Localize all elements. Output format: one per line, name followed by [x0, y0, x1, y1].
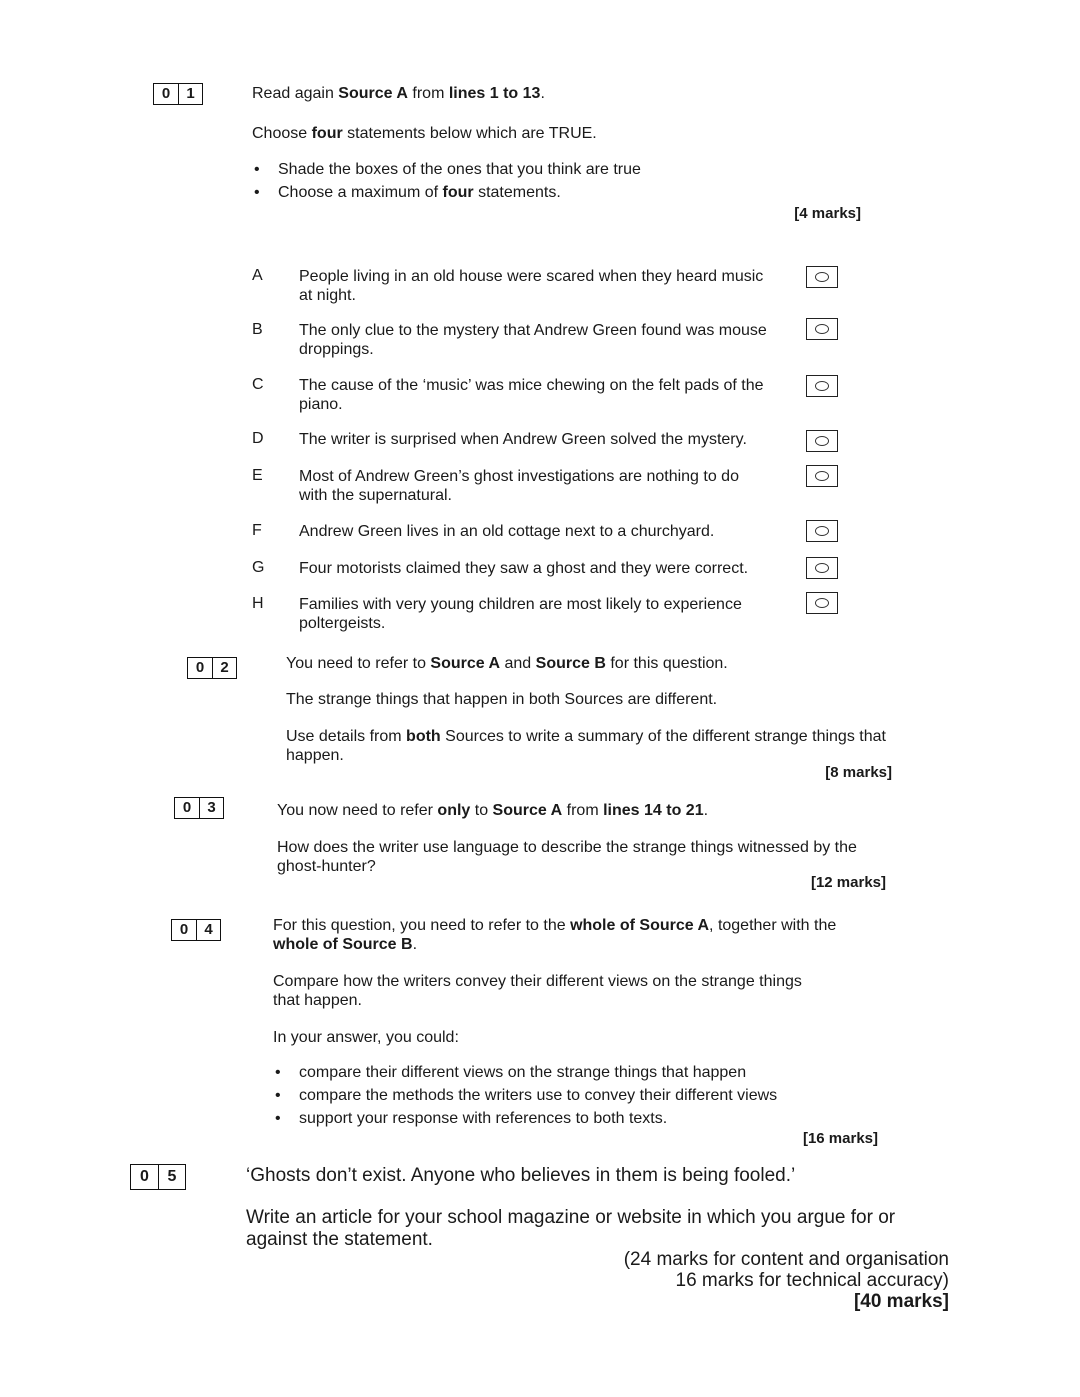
q3-line1 [277, 801, 708, 820]
statement-text: Most of Andrew Green’s ghost investigations are nothing to do with the supernatural. [299, 468, 739, 504]
bold-text: Source A [338, 85, 408, 102]
statement-letter: D [252, 430, 264, 447]
q3-line2: How does the writer use language to describe the strange things witnessed by the ghost-hunter? [277, 839, 857, 875]
q5-quote: ‘Ghosts don’t exist. Anyone who believes in them is being fooled.’ [246, 1165, 796, 1186]
q4-bullet-list [273, 1061, 777, 1130]
text: You now need to refer [277, 802, 438, 819]
answer-box-F[interactable] [806, 520, 838, 542]
question-number-digit: 4 [196, 920, 220, 940]
oval-icon [815, 598, 829, 608]
q5-marks-accuracy: 16 marks for technical accuracy) [675, 1270, 949, 1291]
text: statements below which are TRUE. [342, 125, 597, 142]
text: statements. [473, 184, 561, 201]
q2-line1 [286, 654, 728, 673]
statement-text: Andrew Green lives in an old cottage next to a churchyard. [299, 523, 715, 540]
oval-icon [815, 471, 829, 481]
q1-bullet-list [252, 158, 641, 204]
text: Shade the boxes of the ones that you think are true [278, 161, 641, 178]
bold-text: lines 14 to 21 [603, 802, 704, 819]
list-item [252, 158, 641, 181]
bold-text: both [406, 728, 441, 745]
statement-letter: A [252, 267, 263, 284]
question-number-digit: 0 [179, 921, 189, 938]
text: . [703, 802, 709, 819]
q5-task: Write an article for your school magazine or website in which you argue for or against the statement. [246, 1207, 896, 1250]
q4-marks: [16 marks] [802, 1130, 878, 1147]
statement-letter: G [252, 559, 265, 576]
statement-text: People living in an old house were scared when they heard music at night. [299, 268, 764, 304]
statement-letter: B [252, 321, 263, 338]
q4-line1 [273, 916, 853, 954]
statement-text: The only clue to the mystery that Andrew Green found was mouse droppings. [299, 322, 767, 358]
statement-text: Families with very young children are most likely to experience poltergeists. [299, 596, 742, 632]
text: from [407, 85, 449, 102]
question-number-05 [130, 1164, 186, 1190]
q1-instruction [252, 84, 545, 103]
list-item: • compare the methods the writers use to convey their different views [273, 1084, 777, 1107]
bold-text: Source B [535, 655, 606, 672]
text: . [412, 936, 418, 953]
bold-text: lines 1 to 13 [448, 85, 541, 102]
answer-box-D[interactable] [806, 430, 838, 452]
q4-line3: In your answer, you could: [273, 1029, 459, 1046]
answer-box-B[interactable] [806, 318, 838, 340]
question-number-02 [187, 657, 237, 679]
statement-letter: F [252, 522, 262, 539]
statement-letter: C [252, 376, 264, 393]
list-item: • support your response with references to both texts. [273, 1107, 777, 1130]
q2-line2: The strange things that happen in both Sources are different. [286, 691, 718, 708]
bold-text: four [311, 125, 343, 142]
text: For this question, you need to refer to the [273, 917, 571, 934]
q5-marks-content: (24 marks for content and organisation [623, 1249, 949, 1270]
oval-icon [815, 381, 829, 391]
q4-line2: Compare how the writers convey their different views on the strange things that happen. [273, 973, 802, 1009]
question-number-digit: 5 [158, 1165, 185, 1189]
text: for this question. [605, 655, 728, 672]
question-number-digit: 0 [182, 799, 192, 816]
question-number-digit: 1 [178, 84, 202, 104]
question-number-04 [171, 919, 221, 941]
question-number-03 [174, 797, 224, 819]
bold-text: four [442, 184, 474, 201]
statement-letter: E [252, 467, 263, 484]
text: from [562, 802, 604, 819]
statement-text: The cause of the ‘music’ was mice chewing on the felt pads of the piano. [299, 377, 764, 413]
bold-text: Source A [430, 655, 501, 672]
q3-marks: [12 marks] [810, 874, 886, 891]
answer-box-C[interactable] [806, 375, 838, 397]
oval-icon [815, 563, 829, 573]
q1-marks: [4 marks] [794, 205, 861, 222]
bold-text: whole of Source B [273, 936, 413, 953]
oval-icon [815, 272, 829, 282]
list-item [252, 181, 641, 204]
bold-text: only [437, 802, 471, 819]
q2-marks: [8 marks] [825, 764, 892, 781]
text: to [470, 802, 493, 819]
oval-icon [815, 324, 829, 334]
answer-box-H[interactable] [806, 592, 838, 614]
answer-box-E[interactable] [806, 465, 838, 487]
question-number-digit: 0 [140, 1168, 149, 1185]
text: and [500, 655, 536, 672]
text: Sources to write a summary of the different strange things that happen. [286, 728, 886, 764]
bold-text: whole of Source A [570, 917, 710, 934]
text: Use details from [286, 728, 407, 745]
text: Choose [252, 125, 312, 142]
statement-letter: H [252, 595, 264, 612]
question-number-digit: 3 [199, 798, 223, 818]
answer-box-A[interactable] [806, 266, 838, 288]
question-number-digit: 2 [212, 658, 236, 678]
question-number-digit: 0 [195, 659, 205, 676]
list-item: • compare their different views on the strange things that happen [273, 1061, 777, 1084]
text: You need to refer to [286, 655, 431, 672]
text: . [540, 85, 545, 102]
q2-line3 [286, 727, 886, 765]
question-number-digit: 0 [161, 85, 171, 102]
question-number-01 [153, 83, 203, 105]
text: Choose a maximum of [278, 184, 443, 201]
text: Read again [252, 85, 339, 102]
q5-marks-total: [40 marks] [853, 1291, 949, 1312]
bold-text: Source A [492, 802, 563, 819]
text: , together with the [709, 917, 837, 934]
statement-text: Four motorists claimed they saw a ghost and they were correct. [299, 560, 749, 577]
oval-icon [815, 436, 829, 446]
statement-text: The writer is surprised when Andrew Green solved the mystery. [299, 431, 747, 448]
answer-box-G[interactable] [806, 557, 838, 579]
oval-icon [815, 526, 829, 536]
q1-choose-instruction [252, 124, 597, 143]
